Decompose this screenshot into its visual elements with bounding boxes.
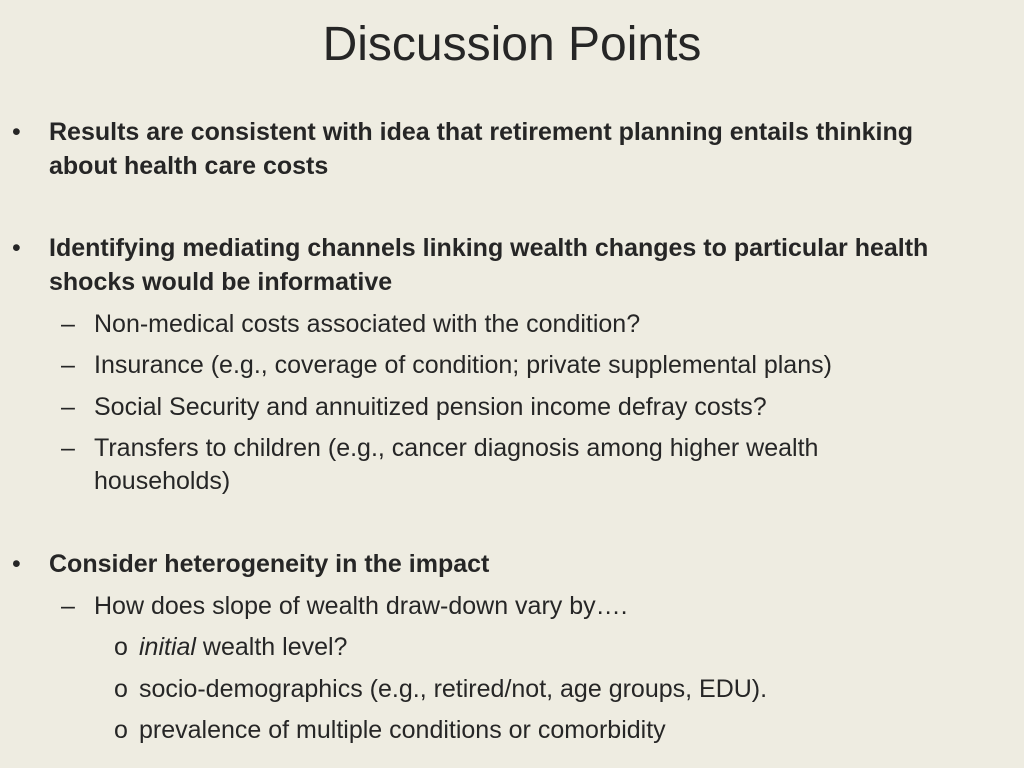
point-2-line-1: Identifying mediating channels linking wealth changes to particular health — [49, 234, 929, 262]
bullet-marker: • — [12, 550, 21, 578]
circle-marker: o — [114, 633, 128, 661]
circle-marker: o — [114, 675, 128, 703]
dash-marker: – — [61, 592, 75, 620]
subpoint-3-1: How does slope of wealth draw-down vary by…. — [94, 592, 628, 620]
subpoint-2-4-line-2: households) — [94, 467, 231, 495]
slide-title: Discussion Points — [322, 18, 702, 71]
subpoint-2-4-line-1: Transfers to children (e.g., cancer diagnosis among higher wealth — [94, 434, 819, 462]
point-1-line-2: about health care costs — [49, 152, 329, 180]
subpoint-2-2: Insurance (e.g., coverage of condition; private supplemental plans) — [94, 351, 832, 379]
dash-marker: – — [61, 393, 75, 421]
circle-marker: o — [114, 716, 128, 744]
subpoint-2-1: Non-medical costs associated with the condition? — [94, 310, 641, 338]
point-2-line-2: shocks would be informative — [49, 268, 393, 296]
subsubpoint-3-1-2: socio-demographics (e.g., retired/not, age groups, EDU). — [139, 675, 768, 703]
dash-marker: – — [61, 310, 75, 338]
subsubpoint-3-1-1: initial wealth level? — [139, 633, 348, 661]
bullet-marker: • — [12, 234, 21, 262]
subsubpoint-3-1-3: prevalence of multiple conditions or comorbidity — [139, 716, 666, 744]
subpoint-2-3: Social Security and annuitized pension income defray costs? — [94, 393, 767, 421]
italic-prefix: initial — [139, 633, 196, 661]
point-3-line-1: Consider heterogeneity in the impact — [49, 550, 490, 578]
point-1-line-1: Results are consistent with idea that retirement planning entails thinking — [49, 118, 914, 146]
dash-marker: – — [61, 434, 75, 462]
dash-marker: – — [61, 351, 75, 379]
bullet-marker: • — [12, 118, 21, 146]
